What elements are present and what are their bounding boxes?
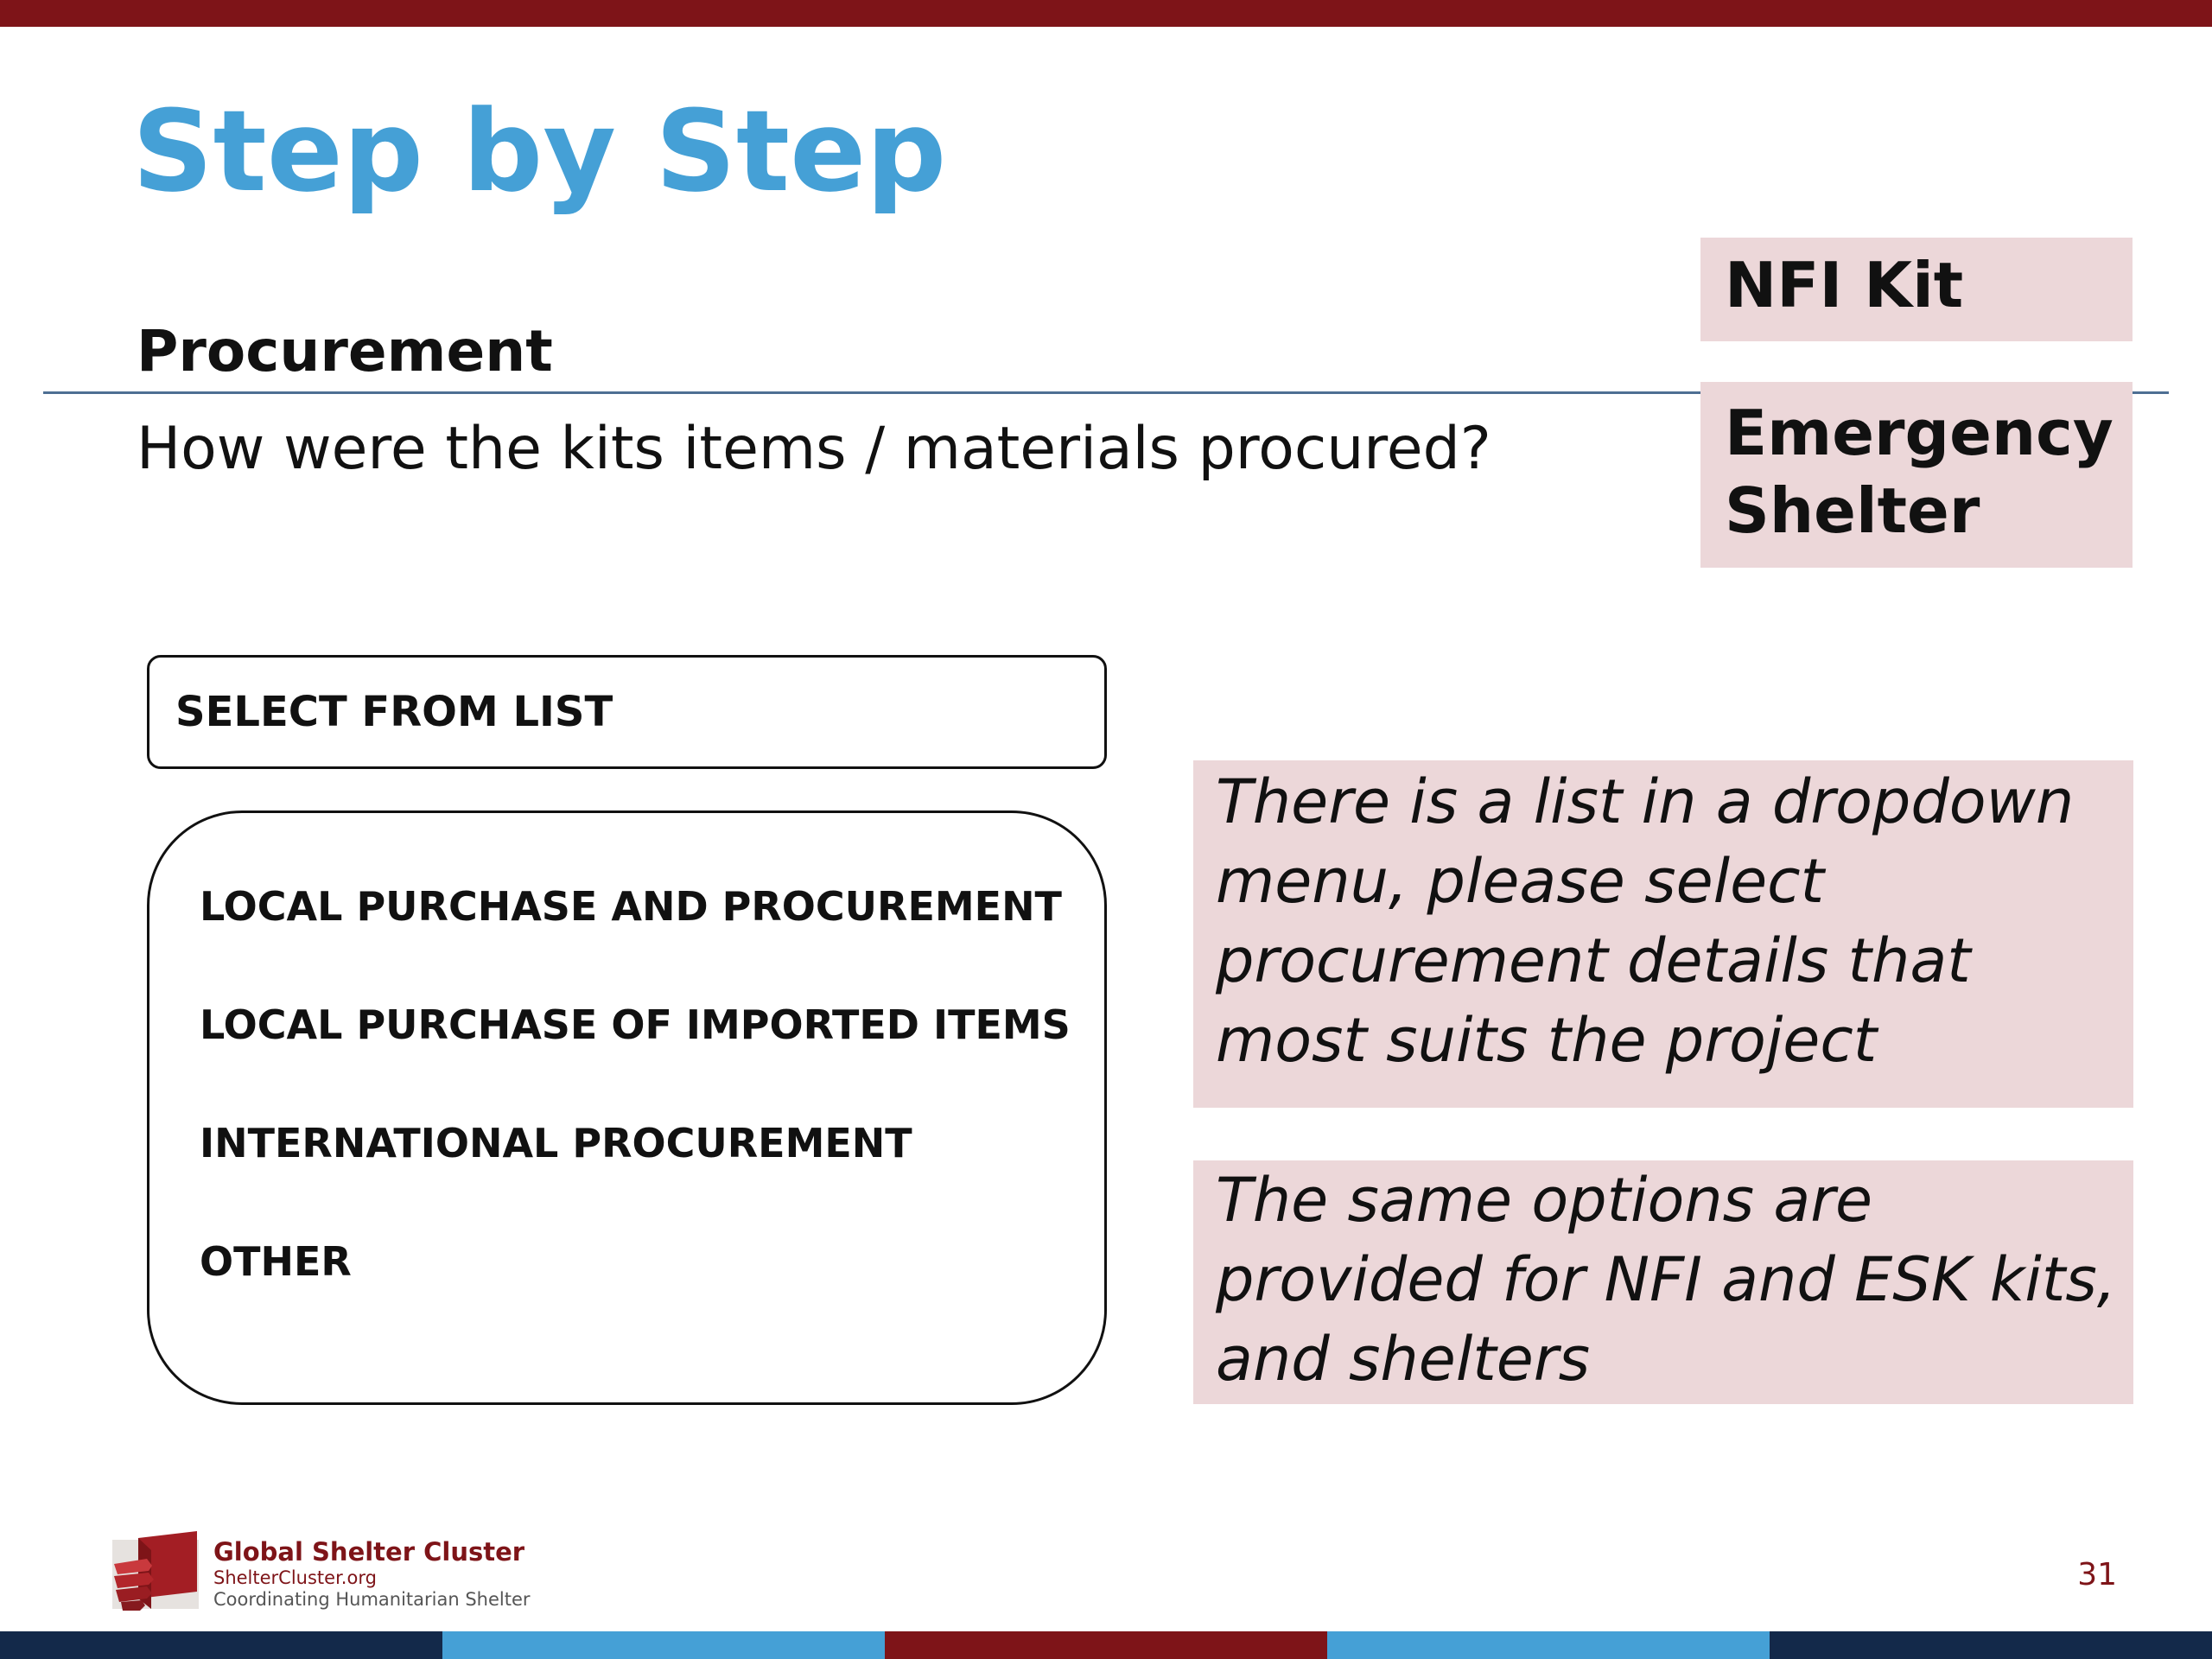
nfi-kit-tag	[1700, 238, 2133, 341]
page-number: 31	[2077, 1557, 2117, 1592]
dropdown-hint-note	[1193, 760, 2133, 1108]
nfi-kit-tag-label: NFI Kit	[1725, 249, 1964, 321]
dropdown-option-international-procurement[interactable]: INTERNATIONAL PROCUREMENT	[200, 1120, 912, 1166]
org-name: Global Shelter Cluster	[213, 1537, 525, 1567]
bottom-accent-bar	[0, 1631, 2212, 1659]
shelter-cluster-logo-icon	[112, 1531, 203, 1613]
note-line: The same options are	[1216, 1165, 1873, 1236]
note-line: provided for NFI and ESK kits,	[1216, 1244, 2117, 1315]
same-options-note	[1193, 1160, 2133, 1404]
emergency-shelter-tag-line2: Shelter	[1725, 474, 1980, 547]
note-line: There is a list in a dropdown	[1216, 766, 2075, 837]
section-heading: Procurement	[137, 318, 553, 385]
note-line: menu, please select	[1216, 846, 1825, 917]
question-text: How were the kits items / materials procured?	[137, 415, 1491, 483]
emergency-shelter-tag	[1700, 382, 2133, 568]
dropdown-options-list	[147, 810, 1107, 1405]
emergency-shelter-tag-line1: Emergency	[1725, 397, 2113, 469]
bottom-bar-segment	[0, 1631, 442, 1659]
dropdown-option-other[interactable]: OTHER	[200, 1238, 352, 1285]
note-line: most suits the project	[1216, 1005, 1878, 1076]
dropdown-option-local-purchase-procurement[interactable]: LOCAL PURCHASE AND PROCUREMENT	[200, 883, 1062, 930]
org-site-link[interactable]: ShelterCluster.org	[213, 1567, 377, 1588]
top-accent-bar	[0, 0, 2212, 27]
note-line: and shelters	[1216, 1324, 1591, 1395]
note-line: procurement details that	[1216, 925, 1971, 996]
dropdown-option-local-purchase-imported[interactable]: LOCAL PURCHASE OF IMPORTED ITEMS	[200, 1001, 1071, 1048]
org-tagline: Coordinating Humanitarian Shelter	[213, 1589, 531, 1610]
bottom-bar-segment	[1327, 1631, 1770, 1659]
bottom-bar-segment	[885, 1631, 1327, 1659]
procurement-select-field[interactable]: SELECT FROM LIST	[147, 655, 1107, 769]
bottom-bar-segment	[1770, 1631, 2212, 1659]
slide-title: Step by Step	[132, 86, 947, 217]
bottom-bar-segment	[442, 1631, 885, 1659]
